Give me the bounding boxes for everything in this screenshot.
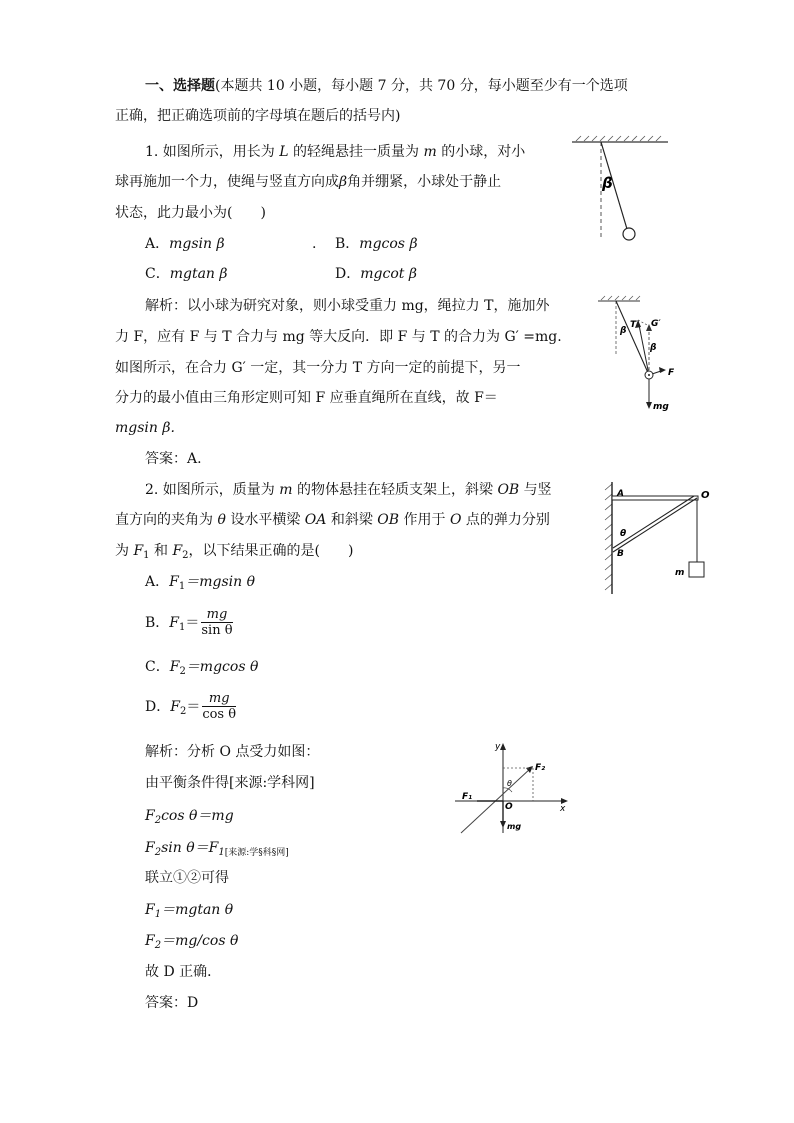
option-sub: 1 <box>178 581 186 592</box>
q2-solution-line8: 故 D 正确． <box>145 964 222 980</box>
option-text: F <box>169 574 179 590</box>
q2-equation-2 <box>145 838 289 863</box>
q1-fig-beta2-label: β <box>650 343 657 353</box>
q2-stem-text: 设水平横梁 <box>225 512 305 528</box>
q1-fig-mg-label: mg <box>653 402 669 412</box>
q1-stem-text: 的小球，对小 <box>436 144 526 160</box>
eq-sub: 2 <box>154 940 162 951</box>
q1-fig-F-label: F <box>668 368 675 378</box>
q1-fig-G-label: G′ <box>651 319 661 329</box>
option-text: F <box>169 659 180 675</box>
eq-source-note: [来源:学§科§网] <box>224 848 289 858</box>
q2-stem-text: 2. 如图所示，质量为 <box>145 482 280 498</box>
option-text: mgtan β <box>169 266 228 282</box>
q1-solution-line1: 解析：以小球为研究对象，则小球受重力 mg，绳拉力 T，施加外 <box>145 298 550 314</box>
q1-solution-line5: mgsin β. <box>115 420 175 436</box>
fraction-numerator: mg <box>201 607 232 623</box>
q2-stem-text: 为 <box>115 543 134 559</box>
q1-pendulum-figure <box>570 136 670 244</box>
option-text: ＝ <box>186 699 201 715</box>
q2-answer: 答案：D <box>145 995 199 1011</box>
eq-text: cos θ＝mg <box>161 808 234 824</box>
q2-fig-mg-label: mg <box>507 822 522 831</box>
q1-solution-line4: 分力的最小值由三角形定则可知 F 应垂直绳所在直线，故 F＝ <box>115 390 498 406</box>
q2-solution-line2: 由平衡条件得[来源:学科网] <box>145 775 315 791</box>
q2-result-1 <box>145 900 233 925</box>
q1-option-a[interactable] <box>145 234 225 254</box>
q2-option-b[interactable] <box>145 606 233 645</box>
q2-var-m: m <box>279 482 293 498</box>
q2-stem-text: ，以下结果正确的是( ) <box>188 543 354 559</box>
option-text: mgcos β <box>359 236 418 252</box>
option-text: ＝mgcos θ <box>185 659 259 675</box>
option-text: F <box>170 699 180 715</box>
q2-solution-line5: 联立①②可得 <box>145 870 229 886</box>
option-sub: 2 <box>179 666 186 677</box>
q2-var-OB: OB <box>497 482 520 498</box>
eq-text: F <box>145 933 155 949</box>
section-heading-text: (本题共 10 小题，每小题 7 分，共 70 分，每小题至少有一个选项 <box>215 78 628 94</box>
q1-option-dot: . <box>312 236 317 252</box>
q2-fig-O-label: O <box>701 490 710 501</box>
option-text: F <box>169 615 180 631</box>
q2-fig-F2-label: F₂ <box>535 763 546 773</box>
fraction-denominator: cos θ <box>202 707 237 722</box>
q2-var-theta: θ <box>217 512 226 528</box>
q1-stem-text: 角并绷紧，小球处于静止 <box>347 174 502 190</box>
q2-stem-text: 点的弹力分别 <box>461 512 550 528</box>
q2-fig-A-label: A <box>617 489 624 499</box>
eq-text: ＝mgtan θ <box>161 902 234 918</box>
q2-solution-intro: 解析：分析 O 点受力如图： <box>145 744 320 760</box>
q2-var-F2-sub: 2 <box>182 550 189 561</box>
q1-stem-text: 的轻绳悬挂一质量为 <box>288 144 424 160</box>
eq-sub: 1 <box>218 847 225 858</box>
q2-stem-line2 <box>115 510 550 530</box>
q2-var-F1: F <box>133 543 144 559</box>
eq-text: F <box>145 902 155 918</box>
q2-option-a[interactable] <box>145 572 255 597</box>
fraction-numerator: mg <box>202 691 236 707</box>
eq-sub: 2 <box>154 847 162 858</box>
section-heading-lead: 一、选择题 <box>145 78 215 94</box>
option-letter: D． <box>145 699 171 715</box>
q1-stem-line2 <box>115 172 501 192</box>
q1-option-b[interactable] <box>335 234 418 254</box>
q1-solution-line2: 力 F，应有 F 与 T 合力与 mg 等大反向．即 F 与 T 的合力为 G′ =mg. <box>115 329 562 345</box>
q2-bracket-figure <box>605 482 715 597</box>
option-letter: C． <box>145 659 170 675</box>
q2-fig-m-label: m <box>675 568 685 578</box>
q1-stem-line3: 状态，此力最小为( ) <box>115 205 266 221</box>
eq-text: ＝mg/cos θ <box>161 933 239 949</box>
q2-stem-text: 和 <box>149 543 173 559</box>
q1-option-c[interactable] <box>145 264 228 284</box>
option-text: ＝mgsin θ <box>185 574 256 590</box>
q1-stem-text: 1. 如图所示，用长为 <box>145 144 280 160</box>
q2-fig-x-label: x <box>560 804 566 814</box>
option-letter: A． <box>145 574 170 590</box>
q2-var-OB: OB <box>377 512 400 528</box>
q1-var-L: L <box>279 144 289 160</box>
q2-fig-B-label: B <box>617 549 624 559</box>
option-letter: B． <box>335 236 360 252</box>
q2-fig-F1-label: F₁ <box>462 792 473 802</box>
option-sub: 1 <box>179 622 186 633</box>
eq-sub: 2 <box>154 815 162 826</box>
option-letter: A． <box>145 236 170 252</box>
q2-result-2 <box>145 931 238 956</box>
q2-stem-line1 <box>145 480 552 500</box>
q1-fig-beta-label: β <box>602 174 613 192</box>
q2-stem-text: 直方向的夹角为 <box>115 512 218 528</box>
q1-stem-line1 <box>145 142 525 162</box>
q1-answer: 答案：A. <box>145 451 202 467</box>
option-letter: C． <box>145 266 170 282</box>
q2-stem-line3 <box>115 541 353 566</box>
q2-fig-O-label: O <box>505 802 513 812</box>
option-letter: D． <box>335 266 361 282</box>
eq-text: sin θ＝F <box>161 840 219 856</box>
q1-solution-line3: 如图所示，在合力 G′ 一定，其一分力 T 方向一定的前提下，另一 <box>115 360 521 376</box>
q2-force-diagram <box>455 740 575 835</box>
q2-equation-1 <box>145 806 234 831</box>
q2-var-F1-sub: 1 <box>143 550 150 561</box>
section-heading-line1 <box>145 76 628 96</box>
q2-fig-y-label: y <box>495 742 501 752</box>
q2-var-O: O <box>449 512 462 528</box>
q1-stem-text: 球再施加一个力，使绳与竖直方向成 <box>115 174 339 190</box>
q2-stem-text: 的物体悬挂在轻质支架上，斜梁 <box>292 482 498 498</box>
q2-var-F2: F <box>172 543 183 559</box>
option-sub: 2 <box>179 706 187 717</box>
option-text: ＝ <box>185 615 200 631</box>
q2-option-c[interactable] <box>145 657 258 682</box>
q1-var-beta: β <box>339 174 348 190</box>
q2-var-OA: OA <box>304 512 327 528</box>
eq-sub: 1 <box>154 909 162 920</box>
q2-stem-text: 与竖 <box>519 482 552 498</box>
q1-fig-beta1-label: β <box>620 326 627 336</box>
fraction <box>202 691 236 723</box>
fraction <box>201 607 232 639</box>
option-text: mgsin β <box>169 236 225 252</box>
q2-stem-text: 作用于 <box>399 512 450 528</box>
eq-text: F <box>145 840 155 856</box>
option-letter: B． <box>145 615 170 631</box>
q2-fig-theta-label: θ <box>507 779 512 788</box>
eq-text: F <box>145 808 155 824</box>
q1-fig-T-label: T <box>630 320 637 330</box>
q2-option-d[interactable] <box>145 690 236 729</box>
q1-var-m: m <box>423 144 437 160</box>
q1-force-diagram <box>596 296 686 418</box>
option-text: mgcot β <box>360 266 417 282</box>
q2-stem-text: 和斜梁 <box>326 512 378 528</box>
q2-fig-theta-label: θ <box>620 529 627 539</box>
q1-option-d[interactable] <box>335 264 417 284</box>
fraction-denominator: sin θ <box>201 623 233 638</box>
section-heading-line2: 正确，把正确选项前的字母填在题后的括号内) <box>115 108 401 124</box>
